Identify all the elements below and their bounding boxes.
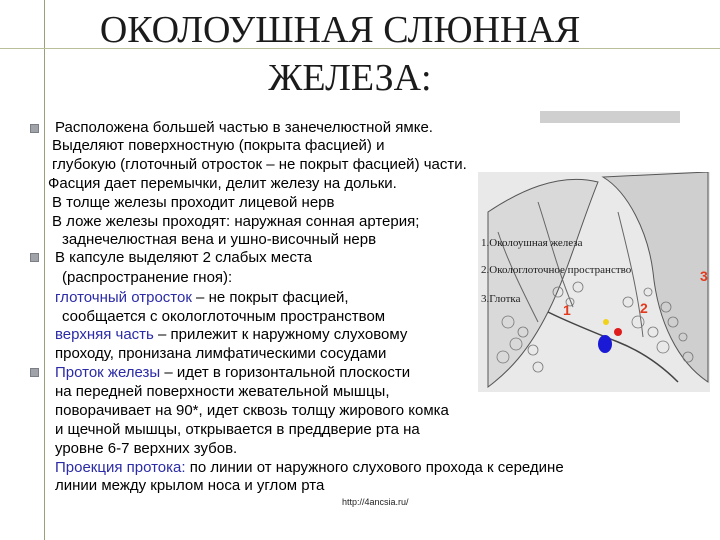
bullet-icon <box>30 368 39 377</box>
text-fragment: по линии от наружного слухового прохода к середине <box>185 459 564 476</box>
text-fragment: – прилежит к наружному слуховому <box>153 326 408 343</box>
anatomy-illustration <box>478 172 710 392</box>
text-line <box>55 459 564 477</box>
title-line-2: ЖЕЛЕЗА: <box>268 57 432 99</box>
title-line-1: ОКОЛОУШНАЯ СЛЮННАЯ <box>99 9 581 51</box>
text-line: (распространение гноя): <box>62 269 233 286</box>
slide-title <box>40 6 640 102</box>
text-line: сообщается с окологлоточным пространством <box>62 308 386 325</box>
text-line: заднечелюстная вена и ушно-височный нерв <box>62 231 377 248</box>
figure-marker-3: 3 <box>700 268 708 284</box>
text-line: В ложе железы проходят: наружная сонная артерия; <box>52 213 420 230</box>
figure-marker-2: 2 <box>640 300 648 316</box>
highlight-term: глоточный отросток <box>55 289 192 306</box>
figure-label-parapharyngeal-space: 2.Окологлоточное пространство <box>481 264 632 276</box>
text-line: В толще железы проходит лицевой нерв <box>52 194 335 211</box>
text-line <box>55 326 407 344</box>
text-fragment: – не покрыт фасцией, <box>191 289 349 306</box>
highlight-term: верхняя часть <box>55 326 154 343</box>
anatomy-drawing <box>478 172 710 392</box>
text-line: В капсуле выделяют 2 слабых места <box>55 249 312 266</box>
highlight-term: Проекция протока: <box>55 459 186 476</box>
text-line: линии между крылом носа и углом рта <box>55 477 325 494</box>
figure-label-parotid-gland: 1.Околоушная железа <box>481 237 583 249</box>
text-line: Расположена большей частью в занечелюстной ямке. <box>55 119 433 136</box>
text-line: и щечной мышцы, открывается в преддверие рта на <box>55 421 420 438</box>
text-line: уровне 6-7 верхних зубов. <box>55 440 238 457</box>
text-line: Выделяют поверхностную (покрыта фасцией) и <box>52 137 385 154</box>
source-url: http://4ancsia.ru/ <box>342 497 409 507</box>
text-line <box>55 364 410 382</box>
text-line: поворачивает на 90*, идет сквозь толщу жирового комка <box>55 402 449 419</box>
text-line <box>55 289 349 307</box>
bullet-icon <box>30 253 39 262</box>
bullet-icon <box>30 124 39 133</box>
figure-marker-1: 1 <box>563 302 571 318</box>
text-line: проходу, пронизана лимфатическими сосудами <box>55 345 387 362</box>
text-line: на передней поверхности жевательной мышцы, <box>55 383 390 400</box>
text-line: глубокую (глоточный отросток – не покрыт фасцией) части. <box>52 156 467 173</box>
figure-label-pharynx: 3.Глотка <box>481 293 521 305</box>
highlight-term: Проток железы <box>55 364 161 381</box>
text-line: Фасция дает перемычки, делит железу на дольки. <box>48 175 397 192</box>
decorative-bar <box>540 111 680 123</box>
text-fragment: – идет в горизонтальной плоскости <box>160 364 411 381</box>
